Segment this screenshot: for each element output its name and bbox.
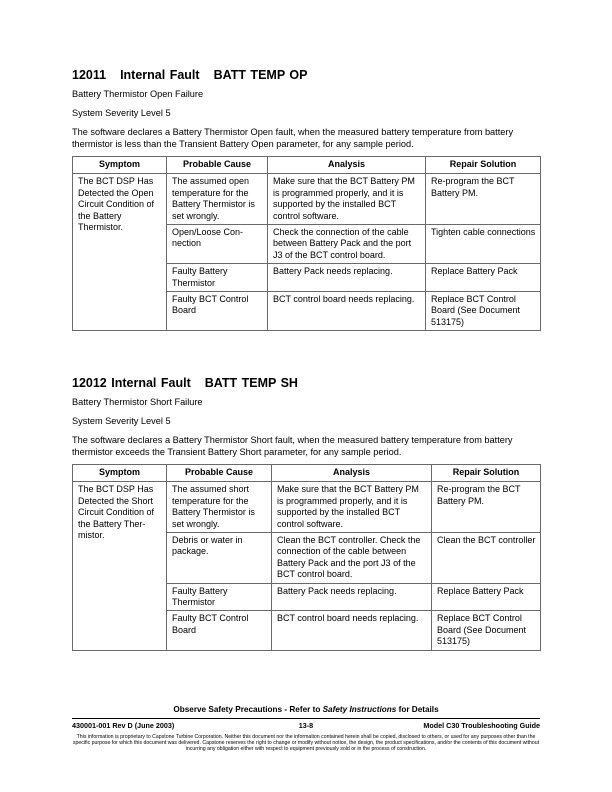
cause-cell: Faulty Battery Thermistor — [167, 583, 272, 611]
header-analysis: Analysis — [268, 157, 426, 174]
footer-info-row — [72, 721, 540, 731]
analysis-cell: Battery Pack needs replacing. — [268, 264, 426, 292]
cause-cell: Debris or water in package. — [167, 533, 272, 584]
legal-notice: This information is proprietary to Capstone Turbine Corporation. Neither this document nor the information contained herein shall be copied, disclosed to others, or used for any purposes other than the specific purpose for which this document was delivered. Capstone reserves the right to change or modify without notice, the design, the product specifications, and/or the contents of this document without incurring any obligation either with respect to equipment previously sold or in the process of construction. — [72, 734, 540, 753]
guide-title: Model C30 Troubleshooting Guide — [423, 721, 540, 730]
severity-level: System Severity Level 5 — [72, 108, 171, 118]
fault-name: BATT TEMP SH — [204, 376, 298, 390]
analysis-cell: Make sure that the BCT Battery PM is programmed properly, and it is supported by the installed BCT control software. — [272, 482, 432, 533]
symptom-cell: The BCT DSP Has Detected the Short Circuit Condition of the Battery Ther-mistor. — [73, 482, 167, 650]
table-row — [73, 174, 541, 225]
troubleshooting-table — [72, 156, 541, 331]
analysis-cell: Check the connection of the cable between Battery Pack and the port J3 of the BCT control board. — [268, 225, 426, 264]
analysis-cell: BCT control board needs replacing. — [268, 292, 426, 331]
table-header-row — [73, 157, 541, 174]
solution-cell: Tighten cable connections — [426, 225, 541, 264]
solution-cell: Re-program the BCT Battery PM. — [432, 482, 541, 533]
cause-cell: The assumed open temperature for the Battery Thermistor is set wrongly. — [167, 174, 268, 225]
document-number: 430001-001 Rev D (June 2003) — [72, 721, 175, 730]
troubleshooting-table — [72, 464, 541, 651]
fault-title: Internal Fault — [111, 376, 191, 390]
analysis-cell: Make sure that the BCT Battery PM is programmed properly, and it is supported by the installed BCT control software. — [268, 174, 426, 225]
analysis-cell: Battery Pack needs replacing. — [272, 583, 432, 611]
solution-cell: Replace Battery Pack — [432, 583, 541, 611]
cause-cell: Open/Loose Con-nection — [167, 225, 268, 264]
solution-cell: Replace Battery Pack — [426, 264, 541, 292]
safety-note-emphasis: Safety Instructions — [322, 705, 397, 714]
fault-code: 12011 — [72, 68, 107, 82]
safety-note-suffix: for Details — [396, 705, 439, 714]
table-header-row — [73, 465, 541, 482]
fault-section-12011 — [72, 66, 540, 331]
footer-divider — [72, 718, 540, 719]
fault-subtitle: Battery Thermistor Short Failure — [72, 397, 203, 407]
symptom-cell: The BCT DSP Has Detected the Open Circuit Condition of the Battery Thermistor. — [73, 174, 167, 331]
solution-cell: Clean the BCT controller — [432, 533, 541, 584]
fault-name: BATT TEMP OP — [213, 68, 308, 82]
fault-description: The software declares a Battery Thermistor Open fault, when the measured battery temperature from battery thermistor is less than the Transient Battery Open parameter, for any sample period. — [72, 127, 514, 149]
fault-subtitle: Battery Thermistor Open Failure — [72, 89, 204, 99]
safety-note-prefix: Observe Safety Precautions - Refer to — [173, 705, 323, 714]
table-row — [73, 482, 541, 533]
fault-description: The software declares a Battery Thermistor Short fault, when the measured battery temperature from battery thermistor exceeds the Transient Battery Short parameter, for any sample period. — [72, 435, 513, 457]
solution-cell: Replace BCT Control Board (See Document 513175) — [432, 611, 541, 650]
severity-level: System Severity Level 5 — [72, 416, 171, 426]
fault-code: 12012 — [72, 376, 107, 390]
solution-cell: Re-program the BCT Battery PM. — [426, 174, 541, 225]
cause-cell: Faulty Battery Thermistor — [167, 264, 268, 292]
header-probable-cause: Probable Cause — [167, 465, 272, 482]
fault-heading — [72, 66, 540, 84]
fault-section-12012 — [72, 374, 540, 651]
header-analysis: Analysis — [272, 465, 432, 482]
header-symptom: Symptom — [73, 157, 167, 174]
cause-cell: Faulty BCT Control Board — [167, 292, 268, 331]
analysis-cell: Clean the BCT controller. Check the connection of the cable between Battery Pack and the port J3 of the BCT control board. — [272, 533, 432, 584]
safety-note — [0, 705, 612, 714]
cause-cell: Faulty BCT Control Board — [167, 611, 272, 650]
header-probable-cause: Probable Cause — [167, 157, 268, 174]
fault-title: Internal Fault — [120, 68, 200, 82]
solution-cell: Replace BCT Control Board (See Document 513175) — [426, 292, 541, 331]
header-symptom: Symptom — [73, 465, 167, 482]
analysis-cell: BCT control board needs replacing. — [272, 611, 432, 650]
cause-cell: The assumed short temperature for the Battery Thermistor is set wrongly. — [167, 482, 272, 533]
fault-heading — [72, 374, 540, 392]
page-number: 13-8 — [298, 721, 314, 730]
header-repair-solution: Repair Solution — [432, 465, 541, 482]
header-repair-solution: Repair Solution — [426, 157, 541, 174]
